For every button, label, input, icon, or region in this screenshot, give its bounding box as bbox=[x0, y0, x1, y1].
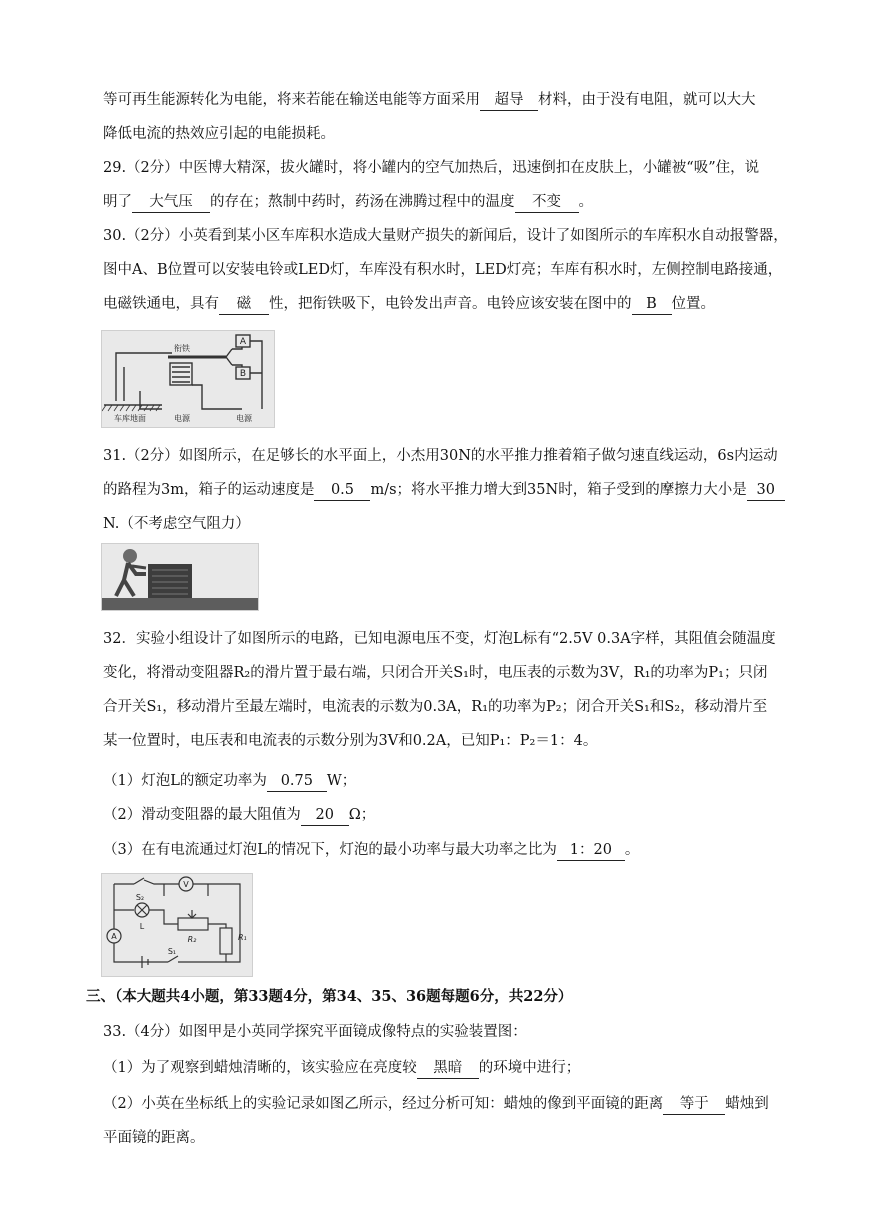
lamp-label: L bbox=[139, 922, 145, 931]
q32-sub-3 bbox=[103, 840, 639, 861]
pushing-box-figure bbox=[101, 543, 259, 611]
q32-text: W； bbox=[326, 773, 357, 789]
q32-line-3: 合开关S₁，移动滑片至最左端时，电流表的示数为0.3A，R₁的功率为P₂；闭合开关S₁和S₂，移动滑片至 bbox=[103, 699, 768, 715]
q33-text: （2）小英在坐标纸上的实验记录如图乙所示，经过分析可知：蜡烛的像到平面镜的距离 bbox=[103, 1096, 664, 1112]
q28-answer-blank: 超导 bbox=[480, 90, 538, 111]
q29-text: 明了 bbox=[103, 194, 132, 210]
power-label-2: 电源 bbox=[236, 414, 252, 423]
section-3-heading: 三、（本大题共4小题，第33题4分，第34、35、36题每题6分，共22分） bbox=[86, 988, 573, 1005]
q33-sub-2 bbox=[103, 1094, 769, 1115]
q29-text: 的存在；熬制中药时，药汤在沸腾过程中的温度 bbox=[210, 194, 515, 210]
q32-text: Ω； bbox=[348, 807, 376, 823]
q32-answer-blank-2: 20 bbox=[301, 805, 349, 826]
q33-line-1: 33.（4分）如图甲是小英同学探究平面镜成像特点的实验装置图： bbox=[103, 1024, 527, 1040]
q31-answer-blank-2: 30 bbox=[747, 480, 785, 501]
q31-text: 的路程为3m，箱子的运动速度是 bbox=[103, 482, 315, 498]
q30-answer-blank-1: 磁 bbox=[219, 294, 269, 315]
q32-text: （2）滑动变阻器的最大阻值为 bbox=[103, 807, 301, 823]
q32-sub-1 bbox=[103, 771, 356, 792]
q33-text: （1）为了观察到蜡烛清晰的，该实验应在亮度较 bbox=[103, 1060, 417, 1076]
q28-line-1 bbox=[103, 90, 756, 111]
q30-text: 性，把衔铁吸下，电铃发出声音。电铃应该安装在图中的 bbox=[269, 296, 632, 312]
q30-text: 电磁铁通电，具有 bbox=[103, 296, 219, 312]
q31-line-1: 31.（2分）如图所示，在足够长的水平面上，小杰用30N的水平推力推着箱子做匀速直线运动，6s内运动 bbox=[103, 448, 778, 464]
q33-text: 蜡烛到 bbox=[725, 1096, 769, 1112]
position-b-label: B bbox=[239, 369, 247, 379]
q29-text: 。 bbox=[578, 194, 593, 210]
voltmeter-label: V bbox=[183, 880, 189, 889]
q33-answer-blank-1: 黑暗 bbox=[417, 1058, 479, 1079]
q31-text: m/s；将水平推力增大到35N时，箱子受到的摩擦力大小是 bbox=[370, 482, 747, 498]
armature-label: 衔铁 bbox=[174, 344, 190, 353]
q28-text: 等可再生能源转化为电能，将来若能在输送电能等方面采用 bbox=[103, 92, 480, 108]
q29-line-2 bbox=[103, 192, 593, 213]
q33-text: 的环境中进行； bbox=[478, 1060, 581, 1076]
q28-line-2: 降低电流的热效应引起的电能损耗。 bbox=[103, 126, 335, 142]
ammeter-label: A bbox=[111, 932, 117, 941]
switch-s1-label: S₁ bbox=[167, 947, 177, 956]
q30-answer-blank-2: B bbox=[632, 294, 672, 315]
q30-line-3 bbox=[103, 294, 715, 315]
q29-answer-blank-2: 不变 bbox=[515, 192, 579, 213]
q31-answer-blank-1: 0.5 bbox=[314, 480, 370, 501]
r1-label: R₁ bbox=[238, 933, 247, 942]
q33-sub-1 bbox=[103, 1058, 580, 1079]
q32-text: （1）灯泡L的额定功率为 bbox=[103, 773, 267, 789]
garage-alarm-circuit-figure bbox=[101, 330, 275, 428]
switch-s2-label: S₂ bbox=[135, 893, 145, 902]
q32-sub-2 bbox=[103, 805, 375, 826]
garage-floor-label: 车库地面 bbox=[114, 414, 146, 423]
q30-line-1: 30.（2分）小英看到某小区车库积水造成大量财产损失的新闻后，设计了如图所示的车库积水自动报警器， bbox=[103, 228, 788, 244]
r2-label: R₂ bbox=[187, 935, 197, 944]
q32-line-1: 32．实验小组设计了如图所示的电路，已知电源电压不变，灯泡L标有“2.5V 0.3A字样，其阻值会随温度 bbox=[103, 631, 776, 647]
q32-line-4: 某一位置时，电压表和电流表的示数分别为3V和0.2A，已知P₁：P₂＝1：4。 bbox=[103, 733, 598, 749]
power-label-1: 电源 bbox=[174, 414, 190, 423]
lamp-circuit-figure bbox=[101, 873, 253, 977]
q28-text: 材料，由于没有电阻，就可以大大 bbox=[538, 92, 756, 108]
q32-line-2: 变化，将滑动变阻器R₂的滑片置于最右端，只闭合开关S₁时，电压表的示数为3V，R₁的功率为P₁；只闭 bbox=[103, 665, 768, 681]
q31-line-3: N.（不考虑空气阻力） bbox=[103, 516, 250, 532]
q32-answer-blank-1: 0.75 bbox=[267, 771, 327, 792]
q29-answer-blank-1: 大气压 bbox=[132, 192, 210, 213]
position-a-label: A bbox=[239, 337, 247, 347]
q30-line-2: 图中A、B位置可以安装电铃或LED灯，车库没有积水时，LED灯亮；车库有积水时，左侧控制电路接通， bbox=[103, 262, 783, 278]
q31-line-2 bbox=[103, 480, 785, 501]
q32-answer-blank-3: 1：20 bbox=[557, 840, 625, 861]
q30-text: 位置。 bbox=[671, 296, 715, 312]
q33-answer-blank-2: 等于 bbox=[663, 1094, 725, 1115]
q29-line-1: 29.（2分）中医博大精深，拔火罐时，将小罐内的空气加热后，迅速倒扣在皮肤上，小罐被“吸”住，说 bbox=[103, 160, 760, 176]
q32-text: 。 bbox=[624, 842, 640, 858]
q32-text: （3）在有电流通过灯泡L的情况下，灯泡的最小功率与最大功率之比为 bbox=[103, 842, 557, 858]
q33-line-4: 平面镜的距离。 bbox=[103, 1130, 205, 1146]
